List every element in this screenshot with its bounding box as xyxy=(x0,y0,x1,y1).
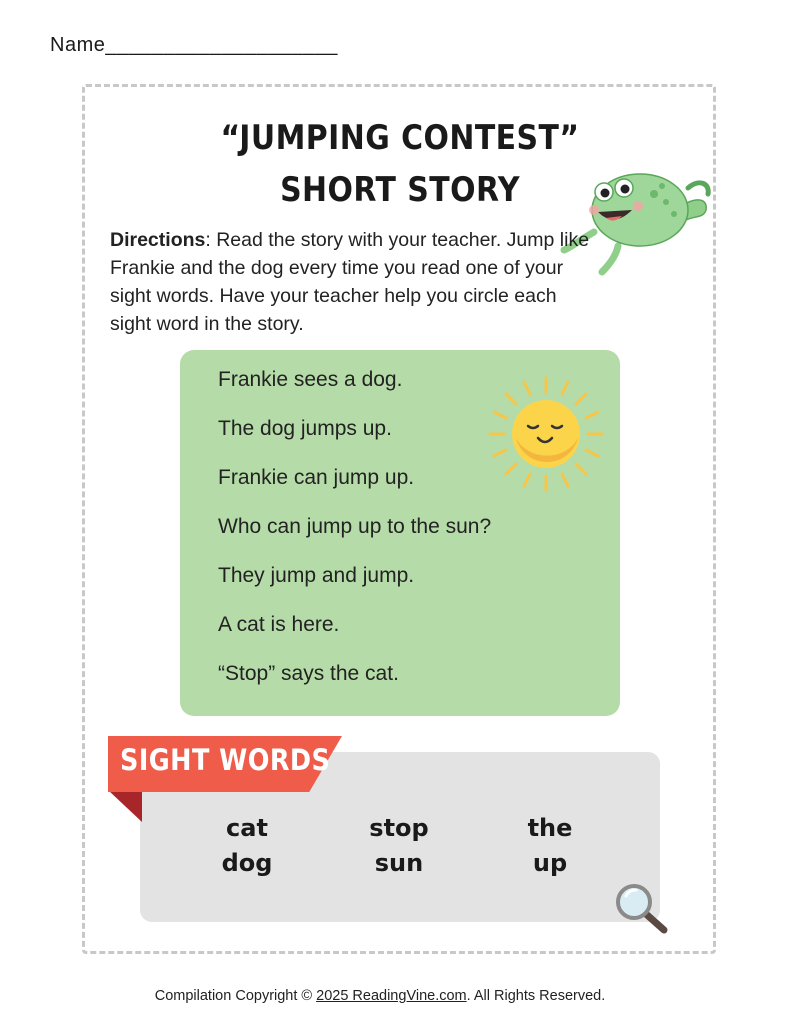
sight-word: cat xyxy=(226,814,268,842)
directions-label: Directions xyxy=(110,229,206,251)
ribbon-fold xyxy=(108,790,144,824)
sun-icon xyxy=(486,374,606,494)
title-line-2: SHORT STORY xyxy=(280,170,520,210)
story-line: They jump and jump. xyxy=(218,564,415,587)
story-line: “Stop” says the cat. xyxy=(218,662,399,685)
sight-words-heading: SIGHT WORDS xyxy=(120,743,331,777)
sight-word: up xyxy=(532,849,568,877)
sight-word: sun xyxy=(374,849,424,877)
story-line: A cat is here. xyxy=(218,613,340,636)
sight-word: stop xyxy=(369,814,429,842)
story-line: Frankie sees a dog. xyxy=(218,368,403,391)
footer-prefix: Compilation Copyright © xyxy=(154,988,317,1004)
story-line: Frankie can jump up. xyxy=(218,466,415,489)
footer-suffix: . All Rights Reserved. xyxy=(466,988,606,1004)
directions-text xyxy=(110,226,600,338)
story-line: The dog jumps up. xyxy=(218,417,392,440)
magnifier-icon xyxy=(612,880,670,936)
title-line-1: “JUMPING CONTEST” xyxy=(220,118,580,158)
readingvine-link[interactable]: 2025 ReadingVine.com xyxy=(316,988,467,1004)
sight-word: the xyxy=(527,814,573,842)
name-field-label: Name____________________ xyxy=(50,34,338,56)
copyright-footer xyxy=(0,988,760,1004)
directions-body: : Read the story with your teacher. Jump like Frankie and the dog every time you read one of your sight words. Have your teacher help you circle each sight word in the story. xyxy=(110,229,590,335)
story-line: Who can jump up to the sun? xyxy=(218,515,492,538)
sight-word: dog xyxy=(221,849,273,877)
